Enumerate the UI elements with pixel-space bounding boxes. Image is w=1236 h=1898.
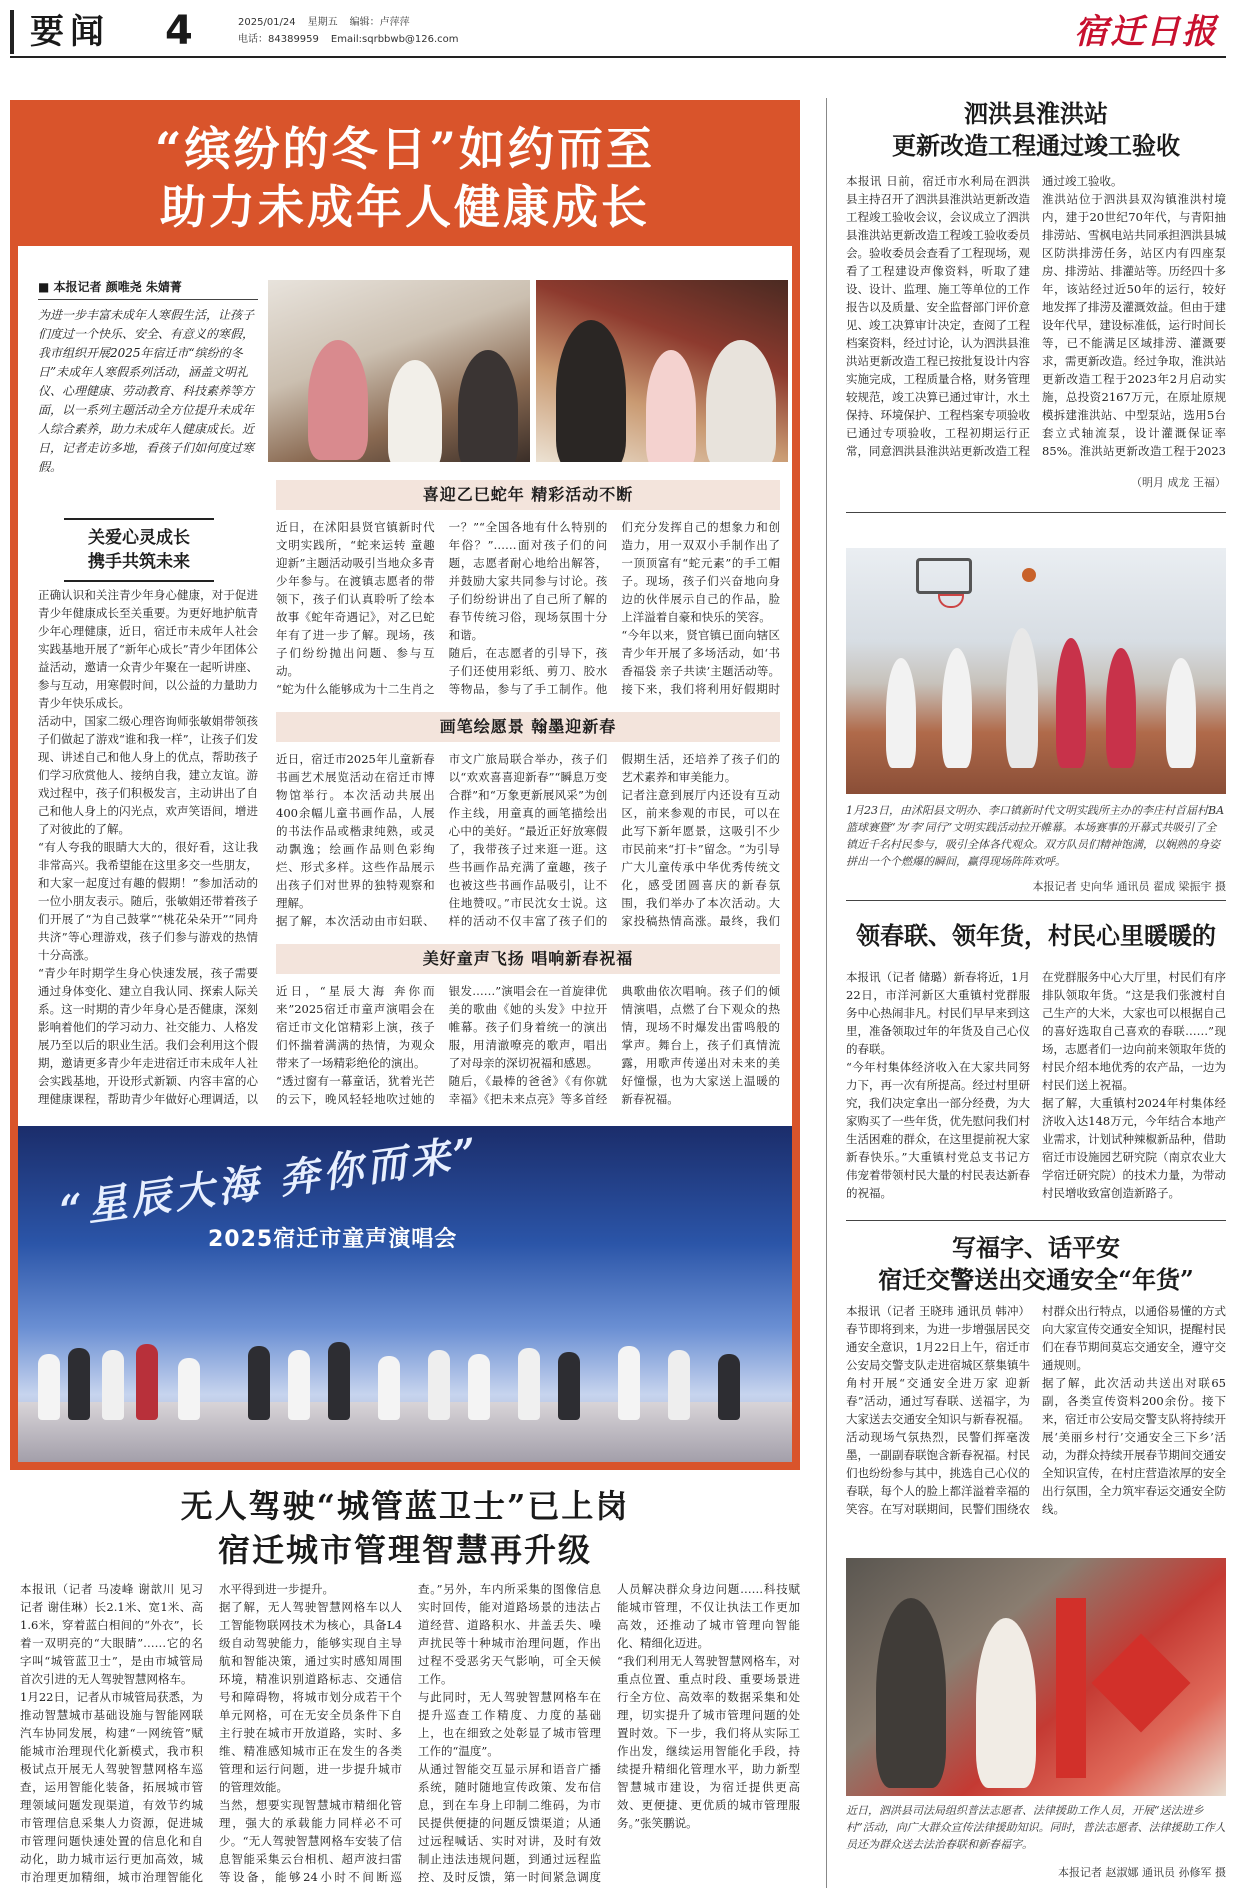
page-number: 4	[165, 8, 193, 54]
basketball-photo-credit: 本报记者 史向华 通讯员 翟成 梁振宇 摄	[1032, 880, 1226, 893]
issue-date: 2025/01/24	[238, 17, 296, 28]
divider	[846, 512, 1226, 513]
article-huaihong-body: 本报讯 日前，宿迁市水利局在泗洪县主持召开了泗洪县淮洪站更新改造工程竣工验收会议，会议成立了泗洪县淮洪站更新改造工程竣工验收委员会。验收委员会查看了工程现场，观看了工程建设声像资料，听取了建设、设计、监理、施工等单位的工作报告以及质量、安全监督部门评价意见、竣工决算审计决定，查阅了工程档案资料，经过讨论，认为泗洪县淮洪站更新改造工程已按批复设计内容实施完成，工程质量合格，财务管理较规范，竣工决算已通过审计，水土保持、环境保护、工程档案专项验收已通过专项验收，工程初期运行正常，同意泗洪县淮洪站更新改造工程通过竣工验收。 淮洪站位于泗洪县双沟镇淮洪村境内，建于20世纪70年代，与青阳抽排涝站、雪枫电站共同承担泗洪县城区防洪排涝任务，站区内有四座泵房、排涝站、排灌站等。历经四十多年，该站经过近50年的运行，较好地发挥了排涝及灌溉效益。但由于建设年代早，建设标准低，运行时间长等，已不能满足区域排涝、灌溉要求，需更新改造。经过争取，淮洪站更新改造工程于2023年2月启动实施，总投资2167万元，在原址原规模拆建淮洪站、中型泵站，选用5台套立式轴流泵，设计灌溉保证率85%。淮洪站更新改造工程于2023	[846, 174, 1226, 458]
feature-byline: ■ 本报记者 颜唯尧 朱婧菁	[38, 278, 258, 300]
subhead-mental-health	[64, 518, 214, 582]
issue-email: Email:sqrbbwb@126.com	[330, 34, 459, 45]
divider	[846, 900, 1226, 901]
mental-health-body: 正确认识和关注青少年身心健康，对于促进青少年健康成长至关重要。为更好地护航青少年心理健康，近日，宿迁市未成年人社会实践基地开展了“新年心成长”青少年团体公益活动，邀请一众青少年聚在一起听讲座、参与互动，用寒假时间，以公益的力量助力青少年快乐成长。 活动中，国家二级心理咨询师张敏娟带领孩子们做起了游戏“谁和我一样”，让孩子们发现、讲述自己和他人身上的优点，帮助孩子们学习欣赏他人、接纳自我，建立友谊。游戏过程中，孩子们积极发言，主动讲出了自己和他人身上的闪光点，欢声笑语间，增进了对彼此的了解。 “有人夸我的眼睛大大的，很好看，这让我非常高兴。我希望能在这里多交一些朋友，和大家一起度过有趣的假期！”参加活动的一位小朋友表示。随后，张敏娟还带着孩子们开展了“为自己鼓掌”“桃花朵朵开”“同舟共济”等心理游戏，孩子们参与游戏的热情十分高涨。 “青少年时期学生身心快速发展，孩子需要通过身体变化、建立自我认同、探索人际关系。这一时期的青少年身心是否健康，深刻影响着他们的学习动力、社交能力、人格发展乃至以后的职业生活。我们会利用这个假期，邀请更多青少年走进宿迁市未成年人社会实践基地，开设形式新颖、内容丰富的心理健康课程，帮助青少年做好心理调适，以	[38, 588, 258, 1106]
huaihong-title-line-2: 更新改造工程通过竣工验收	[892, 131, 1180, 160]
patrol-title-line-1: 无人驾驶“城管蓝卫士”已上岗	[180, 1487, 630, 1525]
concert-slogan: “星辰大海 奔你而来”	[57, 1128, 484, 1235]
article-huaihong-title	[846, 98, 1226, 162]
section-name: 要闻	[10, 10, 110, 54]
feature-headline-line-1: “缤纷的冬日”如约而至	[155, 122, 655, 176]
article-huaihong-credit: （明月 成龙 王福）	[1131, 476, 1226, 489]
section-title-1: 喜迎乙巳蛇年 精彩活动不断	[276, 480, 780, 510]
huaihong-title-line-1: 泗洪县淮洪站	[964, 99, 1108, 128]
article-couplets-title: 领春联、领年货，村民心里暖暖的	[856, 921, 1216, 950]
divider	[846, 1220, 1226, 1221]
subhead-line-2: 携手共筑未来	[88, 552, 190, 572]
subhead-line-1: 关爱心灵成长	[88, 528, 190, 548]
feature-headline-line-2: 助力未成年人健康成长	[160, 180, 650, 234]
article-patrol-car-body: 本报讯（记者 马凌峰 谢歆川 见习记者 谢佳琳）长2.1米、宽1米、高1.6米，穿着蓝白相间的“外衣”，长着一双明亮的“大眼睛”……它的名字叫“城管蓝卫士”，是由市城管局首次引进的无人驾驶智慧网格车。 1月22日，记者从市城管局获悉，为推动智慧城市基础设施与智能网联汽车协同发展，构建“一网统管”赋能城市治理现代化新模式，我市积极试点开展无人驾驶智慧网格车巡查，运用智能化装备，拓展城市管理领域问题发现渠道，有效节约城市管理信息采集人力资源，促进城市管理问题快速处置的信息化和自动化，助力城市运行更加高效，城市治理更加精细，城市治理智能化水平得到进一步提升。 据了解，无人驾驶智慧网格车以人工智能物联网技术为核心，具备L4级自动驾驶能力，能够实现自主导航和智能决策，通过实时感知周围环境，精准识别道路标志、交通信号和障碍物，将城市划分成若干个单元网格，可在无安全员条件下自主行驶在城市开放道路，实时、多维、精准感知城市正在发生的各类管理和运行问题，进一步提升城市的管理效能。 当然，想要实现智慧城市精细化管理，强大的承载能力同样必不可少。“无人驾驶智慧网格车安装了信息智能采集云台相机、超声波扫雷等设备，能够24小时不间断巡查。”另外，车内所采集的图像信息实时回传，能对道路场景的违法占道经营、道路积水、井盖丢失、噪声扰民等十种城市治理问题，作出过程不受恶劣天气影响，可全天候工作。 与此同时，无人驾驶智慧网格车在提升巡查工作精度、力度的基础上，也在细致之处彰显了城市管理工作的“温度”。 从通过智能交互显示屏和语音广播系统，随时随地宣传政策、发布信息，到在车身上印制二维码，为市民提供便捷的问题反馈渠道；从通过远程喊话、实时对讲，及时有效制止违法违规问题，到通过远程监控、及时反馈，第一时间紧急调度人员解决群众身边问题……科技赋能城市管理，不仅让执法工作更加高效，还推动了城市管理向智能化、精细化迈进。 “我们利用无人驾驶智慧网格车，对重点位置、重点时段、重要场景进行全方位、高效率的数据采集和处理，切实提升了城市管理问题的处置时效。下一步，我们将从实际工作出发，继续运用智能化手段，持续提升精细化管理水平，助力新型智慧城市建设，为宿迁提供更高效、更便捷、更优质的城市管理服务。”张笑鹏说。	[20, 1582, 800, 1884]
basketball-icon	[1022, 568, 1036, 582]
article-traffic-title	[846, 1232, 1226, 1296]
concert-banner-text: 2025宿迁市童声演唱会	[208, 1227, 458, 1252]
feature-headline	[18, 108, 792, 246]
section-2-body: 近日，宿迁市2025年儿童新春书画艺术展览活动在宿迁市博物馆举行。本次活动共展出400余幅儿童书画作品，人展的书法作品或楷隶纯熟，或灵动飘逸；绘画作品则色彩绚烂、形式多样。这些作品展示出孩子们对世界的独特观察和理解。 据了解，本次活动由市妇联、市文广旅局联合举办，孩子们以“欢欢喜喜迎新春”“瞬息万变合群”和“万象更新展风采”为创作主线，用童真的画笔描绘出心中的美好。“最近正好放寒假了，我带孩子过来逛一逛。这些书画作品充满了童趣，孩子也被这些书画作品吸引，让不住地赞叹。”市民沈女士说。这样的活动不仅丰富了孩子们的假期生活，还培养了孩子们的艺术素养和审美能力。 记者注意到展厅内还设有互动区，前来参观的市民，可以在此写下新年愿景，这吸引不少市民前来“打卡”留念。“为引导广大儿童传承中华优秀传统文化，感受团圆喜庆的新春氛围，我们举办了本次活动。大家投稿热情高涨。最终，我们	[276, 752, 780, 928]
traffic-title-line-2: 宿迁交警送出交通安全“年货”	[878, 1265, 1194, 1294]
newspaper-logo: 宿迁日报	[1074, 12, 1218, 52]
section-title-2: 画笔绘愿景 翰墨迎新春	[276, 712, 780, 742]
article-traffic-body: 本报讯（记者 王晓玮 通讯员 韩冲）春节即将到来，为进一步增强居民交通安全意识，1月22日上午，宿迁市公安局交警支队走进宿城区蔡集镇牛角村开展“交通安全进万家 迎新春”活动，通过写春联、送福字，为大家送去交通安全知识与新春祝福。 活动现场气氛热烈，民警们挥毫泼墨，一副副春联饱含新春祝福。村民们也纷纷参与其中，挑选自己心仪的春联，每个人的脸上都洋溢着幸福的笑容。在写对联期间，民警们围绕农村群众出行特点，以通俗易懂的方式向大家宣传交通安全知识，提醒村民们在春节期间莫忘交通安全，遵守交通规则。 据了解，此次活动共送出对联65副，各类宣传资料200余份。接下来，宿迁市公安局交警支队将持续开展‘美丽乡村行’交通安全三下乡’活动，为群众持续开展春节期间交通安全知识宣传，在村庄营造浓厚的安全出行氛围，全力筑牢春运交通安全防线。	[846, 1304, 1226, 1516]
section-1-body: 近日，在沭阳县贤官镇新时代文明实践所，“蛇来运转 童趣迎新”主题活动吸引当地众多青少年参与。在渡镇志愿者的带领下，孩子们认真聆听了绘本故事《蛇年奇遇记》，对乙巳蛇年有了进一步了解。现场，孩子们纷纷抛出问题、参与互动。 “蛇为什么能够成为十二生肖之一？”“全国各地有什么特别的年俗？”……面对孩子们的问题，志愿者耐心地给出解答，并鼓励大家共同参与讨论。孩子们纷纷讲出了自己所了解的春节传统习俗，现场氛围十分和谐。 随后，在志愿者的引导下，孩子们还使用彩纸、剪刀、胶水等物品，参与了手工制作。他们充分发挥自己的想象力和创造力，用一双双小手制作出了一顶顶富有“蛇元素”的手工帽子。现场，孩子们兴奋地向身边的伙伴展示自己的作品，脸上洋溢着自豪和快乐的笑容。 “今年以来，贤官镇已面向辖区青少年开展了多场活动，如‘书香福袋 亲子共读’主题活动等。接下来，我们将利用好假期时	[276, 520, 780, 696]
feature-article	[10, 100, 800, 1470]
feature-lead: 为进一步丰富未成年人寒假生活，让孩子们度过一个快乐、安全、有意义的寒假，我市组织开展2025年宿迁市“缤纷的冬日”未成年人寒假系列活动，涵盖文明礼仪、心理健康、劳动教育、科技素养等方面，以一系列主题活动全方位提升未成年人综合素养，助力未成年人健康成长。近日，记者走访多地，看孩子们如何度过寒假。	[38, 308, 255, 474]
article-couplets-body: 本报讯（记者 储璐）新春将近，1月22日，市洋河新区大重镇村党群服务中心热闹非凡。村民们早早来到这里，准备领取过年的年货及自己心仪的春联。 “今年村集体经济收入在大家共同努力下，再一次有所提高。经过村里研究，我们决定拿出一部分经费，为大家购买了一些年货，优先慰问我们村生活困难的群众，在这里提前祝大家新春快乐。”大重镇村党总支书记方伟宠着带领村民大量的村民表达新春的祝福。 在党群服务中心大厅里，村民们有序排队领取年货。“这是我们张渡村自己生产的大米，大家也可以根据自己的喜好选取自己喜欢的春联……”现场，志愿者们一边向前来领取年货的村民介绍本地优秀的农产品，一边为村民们送上祝福。 据了解，大重镇村2024年村集体经济收入达148万元，今年结合本地产业需求，计划试种辣椒新品种，借助宿迁市设施园艺研究院（南京农业大学宿迁研究院）的技术力量，为带动村民增收致富创造新路子。	[846, 970, 1226, 1200]
patrol-title-line-2: 宿迁城市管理智慧再升级	[217, 1531, 592, 1569]
section-3-body: 近日，“星辰大海 奔你而来”2025宿迁市童声演唱会在宿迁市文化馆精彩上演，孩子们怀揣着满满的热情，为观众带来了一场精彩绝伦的演出。 “透过窗有一幕童话，犹着光芒的云下，晚风轻轻地吹过她的银发……”演唱会在一首旋律优美的歌曲《她的头发》中拉开帷幕。孩子们身着统一的演出服，用清澈嘹亮的歌声，唱出了对母亲的深切祝福和感恩。 随后，《最棒的爸爸》《有你就幸福》《把未来点亮》等多首经典歌曲依次唱响。孩子们的倾情演唱，点燃了台下观众的热情，现场不时爆发出雷鸣般的掌声。舞台上，孩子们真情流露，用歌声传递出对未来的美好憧憬，也为大家送上温暖的新春祝福。	[276, 984, 780, 1106]
photo-children-crafts	[536, 280, 788, 462]
traffic-title-line-1: 写福字、话平安	[952, 1233, 1120, 1262]
photo-village-basketball	[846, 548, 1226, 794]
issue-info	[238, 14, 471, 48]
photo-legal-aid-couplets	[846, 1558, 1226, 1796]
issue-editor: 编辑：卢萍萍	[349, 17, 410, 28]
issue-weekday: 星期五	[307, 17, 338, 28]
legal-aid-caption: 近日，泗洪县司法局组织普法志愿者、法律援助工作人员，开展“送法进乡村”活动，向广大群众宣传法律援助知识。同时，普法志愿者、法律援助工作人员还为群众送去法治春联和新春福字。	[846, 1804, 1226, 1851]
basketball-caption: 1月23日，由沭阳县文明办、李口镇新时代文明实践所主办的李庄村首届村BA篮球赛暨“为‘李’同行”文明实践活动拉开帷幕。本场赛事的开幕式共吸引了全镇近千名村民参与，吸引全体各代观众。双方队员们精神饱满，以娴熟的身姿拼出一个个燃爆的瞬间，赢得现场阵阵欢呼。	[846, 804, 1225, 868]
column-divider	[826, 98, 827, 1888]
legal-aid-photo-credit: 本报记者 赵淑娜 通讯员 孙修军 摄	[1058, 1866, 1226, 1879]
section-title-3: 美好童声飞扬 唱响新春祝福	[276, 944, 780, 974]
issue-phone: 电话：84389959	[238, 34, 319, 45]
masthead	[10, 8, 1226, 58]
photo-concert-stage	[18, 1126, 792, 1462]
photo-children-painting	[268, 280, 530, 462]
article-patrol-car-title	[10, 1484, 800, 1572]
